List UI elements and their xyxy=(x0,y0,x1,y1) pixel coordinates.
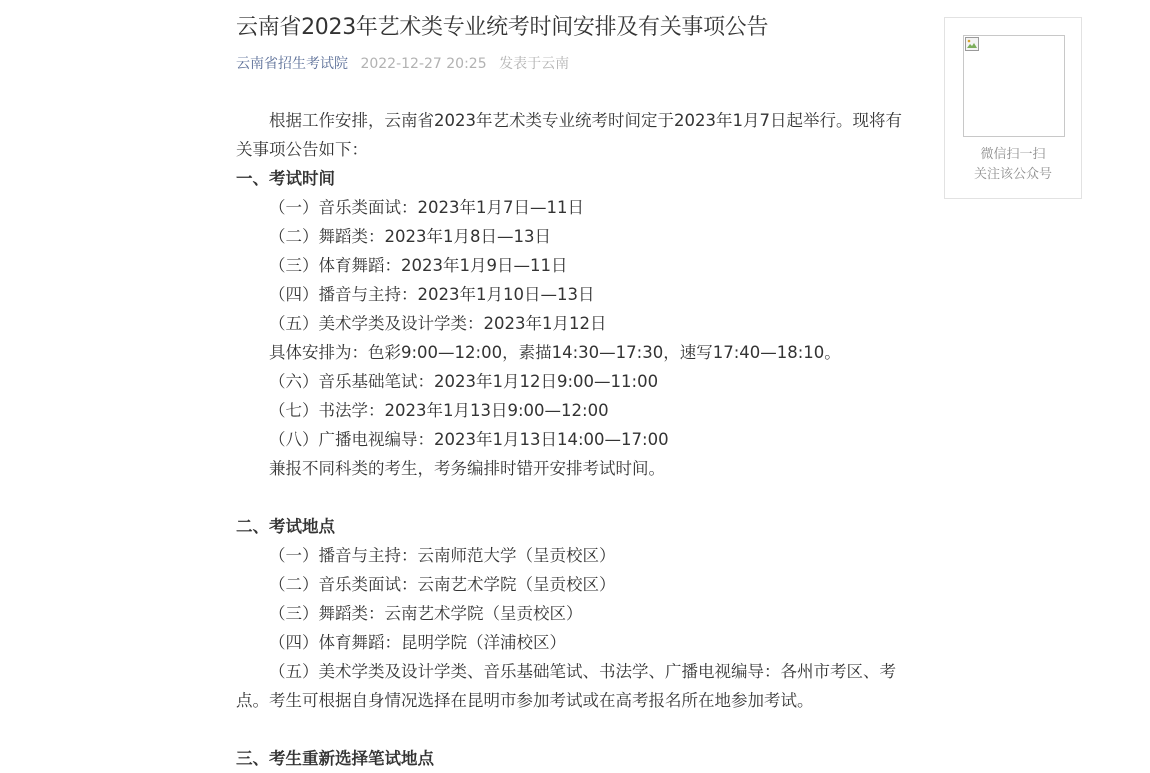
qr-code-image xyxy=(963,35,1065,137)
exam-location-item: （二）音乐类面试：云南艺术学院（呈贡校区） xyxy=(269,575,616,594)
publish-time: 2022-12-27 20:25 xyxy=(360,56,487,72)
exam-time-detail: 具体安排为：色彩9:00—12:00，素描14:30—17:30，速写17:40—18:10。 xyxy=(269,343,841,362)
exam-time-item: （三）体育舞蹈：2023年1月9日—11日 xyxy=(269,256,568,275)
author-link[interactable]: 云南省招生考试院 xyxy=(236,56,348,72)
article-content xyxy=(236,106,916,773)
section-heading-exam-time: 一、考试时间 xyxy=(236,169,335,188)
publish-location: 发表于云南 xyxy=(499,56,570,72)
exam-time-item: （四）播音与主持：2023年1月10日—13日 xyxy=(269,285,595,304)
section-heading-exam-location: 二、考试地点 xyxy=(236,517,335,536)
blank-line xyxy=(236,715,916,744)
broken-image-icon xyxy=(965,37,979,51)
section-heading-written-location: 三、考生重新选择笔试地点 xyxy=(236,749,434,768)
exam-time-item: （六）音乐基础笔试：2023年1月12日9:00—11:00 xyxy=(269,372,659,391)
qr-code-panel xyxy=(944,17,1082,199)
intro-paragraph: 根据工作安排，云南省2023年艺术类专业统考时间定于2023年1月7日起举行。现将有关事项公告如下： xyxy=(236,111,902,159)
exam-location-item: （一）播音与主持：云南师范大学（呈贡校区） xyxy=(269,546,616,565)
qr-caption-line1: 微信扫一扫 xyxy=(980,147,1046,162)
blank-line xyxy=(236,483,916,512)
qr-caption xyxy=(945,145,1081,185)
exam-time-item: （一）音乐类面试：2023年1月7日—11日 xyxy=(269,198,584,217)
exam-location-item: （五）美术学类及设计学类、音乐基础笔试、书法学、广播电视编导：各州市考区、考点。考生可根据自身情况选择在昆明市参加考试或在高考报名所在地参加考试。 xyxy=(236,662,896,710)
exam-time-item: （八）广播电视编导：2023年1月13日14:00—17:00 xyxy=(269,430,669,449)
exam-location-item: （四）体育舞蹈：昆明学院（洋浦校区） xyxy=(269,633,566,652)
exam-time-item: （二）舞蹈类：2023年1月8日—13日 xyxy=(269,227,551,246)
exam-time-item: （五）美术学类及设计学类：2023年1月12日 xyxy=(269,314,607,333)
qr-caption-line2: 关注该公众号 xyxy=(973,167,1052,182)
exam-location-item: （三）舞蹈类：云南艺术学院（呈贡校区） xyxy=(269,604,583,623)
exam-time-item: （七）书法学：2023年1月13日9:00—12:00 xyxy=(269,401,609,420)
article-title: 云南省2023年艺术类专业统考时间安排及有关事项公告 xyxy=(236,15,769,40)
exam-time-note: 兼报不同科类的考生，考务编排时错开安排考试时间。 xyxy=(269,459,665,478)
article-meta xyxy=(236,53,569,73)
